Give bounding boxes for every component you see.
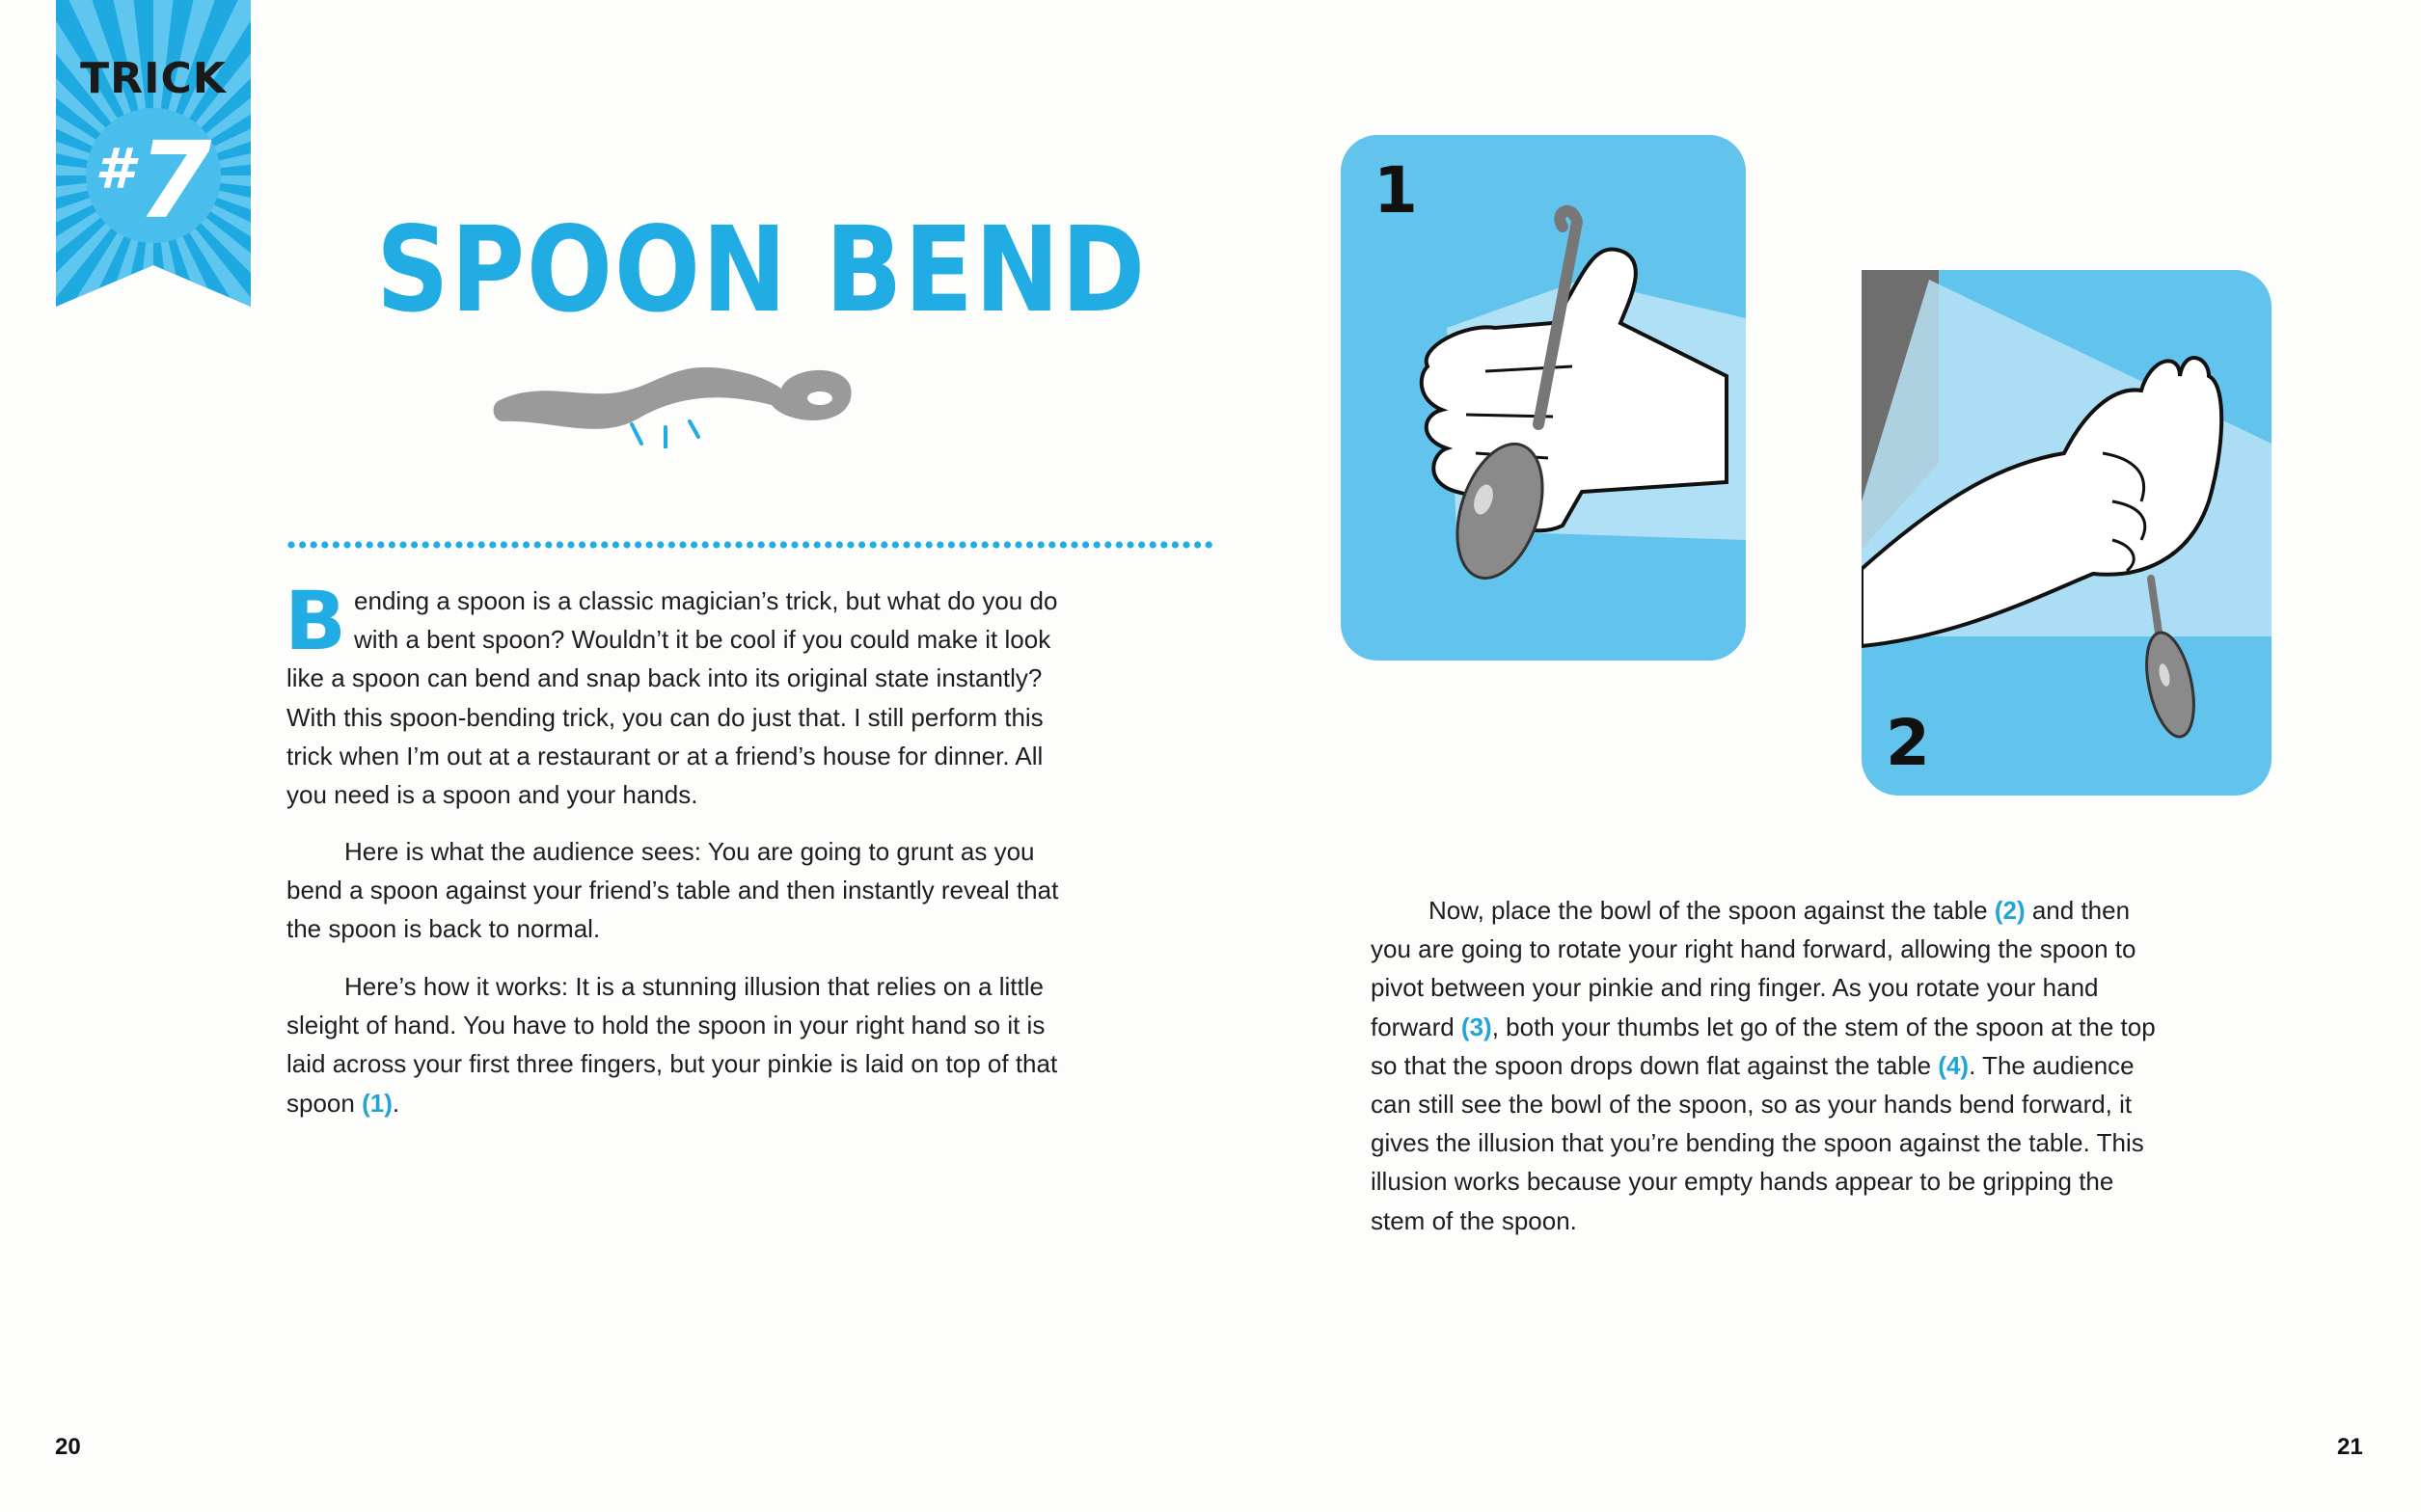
divider-dot [802,541,809,548]
divider-dot [411,541,418,548]
divider-dot [299,541,306,548]
divider-dot [959,541,966,548]
divider-dot [1206,541,1212,548]
page-number-left: 20 [55,1434,81,1460]
divider-dot [1026,541,1033,548]
drop-cap: B [285,574,347,668]
divider-dot [657,541,664,548]
divider-dot [724,541,731,548]
badge-digit: 7 [137,119,212,242]
figure-ref-1: (1) [362,1088,393,1118]
panel-number-1: 1 [1374,153,1418,228]
divider-dot [311,541,317,548]
intro-text: ending a spoon is a classic magician’s trick, but what do you do with a bent spoon? Wouldn’t it be cool if you could make it look like a spoon can bend and snap back into its original state instantly? With this spoon-bending trick, you can do just that. I still perform this trick when I’m out at a restaurant or at a friend’s house for dinner. All you need is a spoon and your hands. [286,586,1058,810]
divider-dot [858,541,865,548]
divider-dot [1183,541,1189,548]
divider-dot [679,541,686,548]
divider-dot [948,541,955,548]
divider-dot [1094,541,1101,548]
divider-dot [545,541,552,548]
divider-dot [343,541,350,548]
divider-dot [433,541,440,548]
divider-dot [1048,541,1055,548]
divider-dot [1194,541,1201,548]
divider-dot [1138,541,1145,548]
divider-dot [1038,541,1045,548]
divider-dot [399,541,406,548]
steps-text-c: , both your thumbs let go of the stem of the spoon at the top so that the spoon drops down flat against the table [1371,1012,2156,1080]
divider-dot [1172,541,1179,548]
divider-dot [870,541,877,548]
divider-dot [993,541,999,548]
panel-number-2: 2 [1886,706,1930,780]
divider-dot [1160,541,1167,548]
divider-dot [567,541,574,548]
divider-dot [825,541,831,548]
badge-hash: # [95,136,134,202]
steps-text-b: and then you are going to rotate your right hand forward, allowing the spoon to pivot between your pinkie and ring finger. As you rotate your hand forward [1371,896,2136,1041]
divider-dot [590,541,597,548]
how-it-works-end: . [392,1088,400,1118]
divider-dot [881,541,887,548]
divider-dot [478,541,485,548]
divider-dot [1071,541,1077,548]
divider-dot [903,541,910,548]
divider-dot [747,541,753,548]
divider-dot [422,541,429,548]
divider-dot [791,541,798,548]
bent-spoon-icon [492,342,858,448]
divider-dot [355,541,362,548]
divider-dot [333,541,340,548]
divider-dot [926,541,933,548]
divider-dot [1127,541,1133,548]
divider-dot [970,541,977,548]
divider-dot [534,541,541,548]
divider-dot [836,541,843,548]
intro-paragraph [285,574,1077,814]
divider-dot [780,541,787,548]
divider-dot [1015,541,1021,548]
divider-dot [1060,541,1067,548]
divider-dot [1116,541,1123,548]
divider-dot [937,541,943,548]
divider-dot [612,541,619,548]
divider-dot [557,541,563,548]
divider-dot [445,541,451,548]
divider-dot [523,541,530,548]
how-it-works-text: Here’s how it works: It is a stunning illusion that relies on a little sleight of hand. You have to hold the spoon in your right hand so it is laid across your first three fingers, but your pinkie is laid on top of that spoon [286,972,1058,1118]
divider-dot [735,541,742,548]
figure-ref-4: (4) [1938,1050,1970,1080]
divider-dot [702,541,709,548]
divider-dot [467,541,474,548]
steps-text-d: . The audience can still see the bowl of the spoon, so as your hands bend forward, it gives the illusion that you’re bending the spoon against the table. This illusion works because your empty hands appear to be gripping the stem of the spoon. [1371,1050,2144,1235]
divider-dot [367,541,373,548]
divider-dot [982,541,989,548]
divider-dot [321,541,328,548]
badge-number [56,111,251,242]
divider-dot [847,541,854,548]
divider-dot [892,541,899,548]
divider-dot [668,541,675,548]
divider-dot [287,541,294,548]
divider-dot [623,541,630,548]
divider-dot [489,541,496,548]
divider-dot [691,541,697,548]
divider-dot [1104,541,1111,548]
divider-dot [646,541,653,548]
divider-dot [601,541,608,548]
divider-dot [713,541,720,548]
figure-ref-2: (2) [1994,896,2026,925]
steps-paragraph [1371,891,2162,1240]
divider-dot [1004,541,1011,548]
page-number-right: 21 [2337,1434,2363,1460]
divider-dot [389,541,395,548]
divider-dot [511,541,518,548]
divider-dot [455,541,462,548]
page-title: SPOON BEND [376,202,1147,338]
divider-dot [769,541,775,548]
divider-dot [914,541,921,548]
steps-text-a: Now, place the bowl of the spoon against the table [1428,896,1995,925]
divider-dot [758,541,765,548]
dotted-divider [286,535,1218,554]
divider-dot [1082,541,1089,548]
how-it-works-paragraph [286,967,1077,1122]
audience-paragraph: Here is what the audience sees: You are going to grunt as you bend a spoon against your friend’s table and then instantly reveal that the spoon is back to normal. [286,837,1059,944]
divider-dot [579,541,585,548]
badge-label: TRICK [80,54,227,103]
divider-dot [814,541,821,548]
figure-ref-3: (3) [1460,1012,1492,1041]
divider-dot [1150,541,1156,548]
divider-dot [377,541,384,548]
divider-dot [635,541,641,548]
divider-dot [501,541,507,548]
